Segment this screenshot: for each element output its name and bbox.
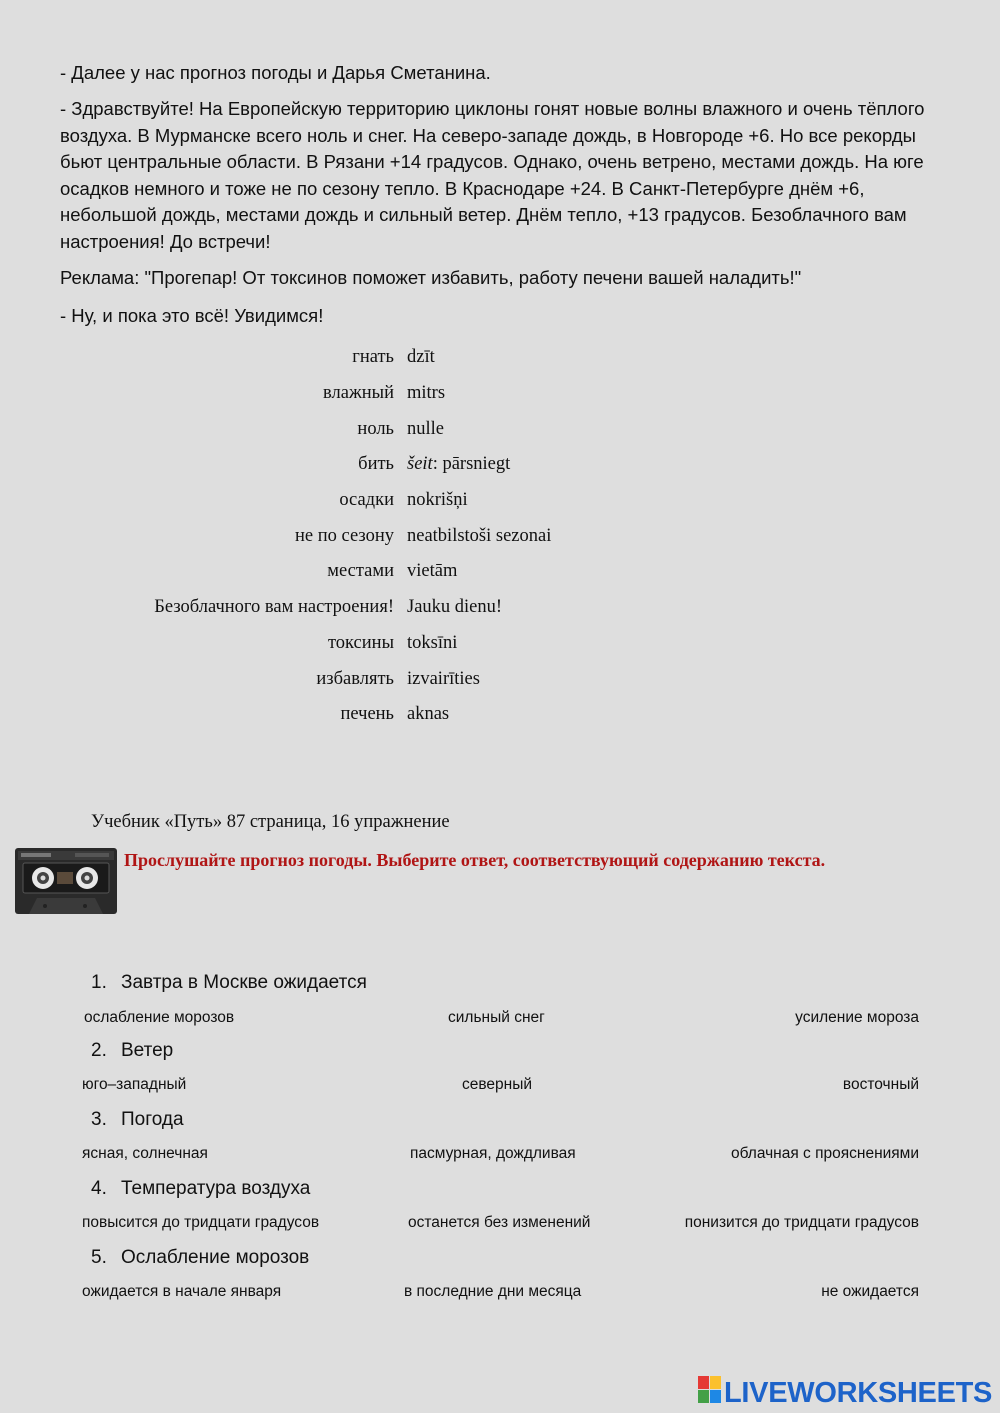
exercise-instruction: Прослушайте прогноз погоды. Выберите ответ, соответствующий содержанию текста.: [124, 850, 826, 870]
vocab-ru: Безоблачного вам настроения!: [154, 597, 394, 617]
answer-option[interactable]: в последние дни месяца: [404, 1283, 582, 1300]
dialogue-advert: Реклама: "Прогепар! От токсинов поможет избавить, работу печени вашей наладить!": [60, 267, 802, 288]
question-1: 1. Завтра в Москве ожидается: [91, 972, 367, 993]
answer-option[interactable]: усиление мороза: [795, 1009, 919, 1026]
vocab-lv: : pārsniegt: [432, 454, 511, 474]
answer-option[interactable]: понизится до тридцати градусов: [684, 1214, 919, 1231]
textbook-reference: Учебник «Путь» 87 страница, 16 упражнение: [91, 812, 450, 832]
answer-option[interactable]: останется без изменений: [408, 1214, 591, 1231]
question-text: Ветер: [121, 1040, 174, 1061]
dialogue-closing: - Ну, и пока это всё! Увидимся!: [60, 305, 324, 326]
vocab-ru: токсины: [327, 633, 394, 653]
vocab-ru: избавлять: [316, 669, 394, 689]
vocab-row: [0, 383, 1000, 407]
vocab-row: [0, 669, 1000, 693]
vocab-ru: гнать: [352, 347, 394, 367]
vocab-ru: печень: [340, 704, 394, 724]
vocab-lv: vietām: [407, 561, 458, 581]
vocab-lv-compound: [407, 454, 510, 475]
vocab-row: [0, 704, 1000, 728]
vocab-row: [0, 561, 1000, 585]
liveworksheets-logo-text[interactable]: LIVEWORKSHEETS: [724, 1377, 993, 1409]
question-text: Завтра в Москве ожидается: [121, 972, 367, 993]
vocab-ru: осадки: [339, 490, 394, 510]
answer-option[interactable]: восточный: [842, 1076, 919, 1093]
vocab-lv: izvairīties: [407, 669, 480, 689]
answer-option[interactable]: повысится до тридцати градусов: [82, 1214, 320, 1231]
question-3: 3. Погода: [91, 1109, 184, 1130]
vocab-lv: mitrs: [407, 383, 446, 403]
vocab-ru: бить: [358, 454, 394, 474]
liveworksheets-logo-icon: [698, 1376, 722, 1404]
question-text: Ослабление морозов: [121, 1247, 310, 1268]
question-4: 4. Температура воздуха: [91, 1178, 311, 1199]
vocab-lv: nulle: [407, 419, 444, 439]
answer-option[interactable]: ожидается в начале января: [82, 1283, 282, 1300]
vocab-row: [0, 419, 1000, 443]
vocab-lv: Jauku dienu!: [407, 597, 503, 617]
vocab-ru: ноль: [357, 419, 394, 439]
answer-option[interactable]: ясная, солнечная: [82, 1145, 208, 1162]
answer-option[interactable]: не ожидается: [821, 1283, 919, 1300]
answer-option[interactable]: юго–западный: [82, 1076, 187, 1093]
vocab-ru: местами: [327, 561, 394, 581]
vocab-lv: dzīt: [407, 347, 435, 367]
question-2: 2. Ветер: [91, 1040, 174, 1061]
vocab-row: [0, 633, 1000, 657]
dialogue-intro: - Далее у нас прогноз погоды и Дарья Сметанина.: [60, 62, 491, 83]
vocab-lv-italic: šeit: [407, 454, 433, 474]
cassette-icon: [15, 848, 117, 914]
vocab-row: [0, 597, 1000, 621]
vocab-lv: toksīni: [407, 633, 458, 653]
dialogue-forecast: - Здравствуйте! На Европейскую территорию циклоны гонят новые волны влажного и очень тёплого воздуха. В Мурманске всего ноль и снег. На северо-западе дождь, в Новгороде +6. Но все рекорды бьют центральные области. В Рязани +14 градусов. Однако, очень ветрено, местами дождь. На юге осадков немного и тоже не по сезону тепло. В Краснодаре +24. В Санкт-Петербурге днём +6, небольшой дождь, местами дождь и сильный ветер. Днём тепло, +13 градусов. Безоблачного вам настроения! До встречи!: [60, 98, 925, 252]
answer-option[interactable]: облачная с прояснениями: [730, 1145, 919, 1162]
question-text: Температура воздуха: [121, 1178, 311, 1199]
question-text: Погода: [121, 1109, 184, 1130]
vocab-lv: aknas: [407, 704, 450, 724]
vocab-row: [0, 526, 1000, 550]
vocab-lv: nokrišņi: [407, 490, 468, 510]
answer-option[interactable]: пасмурная, дождливая: [410, 1145, 576, 1162]
vocab-ru: влажный: [323, 383, 394, 403]
vocab-row: [0, 490, 1000, 514]
answer-option[interactable]: северный: [462, 1076, 533, 1093]
vocab-lv: neatbilstoši sezonai: [407, 526, 552, 546]
answer-option[interactable]: сильный снег: [448, 1009, 545, 1026]
vocab-row: [0, 454, 1000, 478]
question-5: 5. Ослабление морозов: [91, 1247, 310, 1268]
vocab-ru: не по сезону: [295, 526, 394, 546]
vocab-row: [0, 347, 1000, 371]
answer-option[interactable]: ослабление морозов: [84, 1009, 235, 1026]
